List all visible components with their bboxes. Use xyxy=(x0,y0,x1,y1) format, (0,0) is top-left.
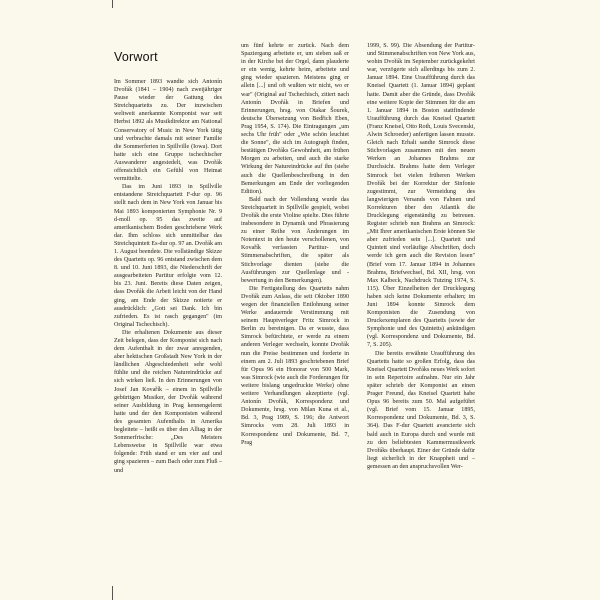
paragraph: um fünf kehrte er zurück. Nach dem Spaziergang arbeitete er, um sieben saß er in der Kirche bei der Orgel, dann plauderte er ein wenig, kehrte heim, arbeitete und ging wieder spazieren. Meistens ging er allein [...] und oft wußten wir nicht, wo er war" (Original auf Tschechisch, zitiert nach Antonín Dvořák in Briefen und Erinnerungen, hrsg. von Otakar Šourek, deutsche Übersetzung von Bedřich Eben, Prag 1954, S. 174). Die Eintragungen „um sechs Uhr früh" oder „Wie schön leuchtet die Sonne", die sich im Autograph finden, bestätigen Dvořáks Gewohnheit, am frühen Morgen zu arbeiten, und auch die starke Wirkung der Natureindrücke auf ihn (siehe auch die Quellenbeschreibung in den Bemerkungen am Ende der vorliegenden Edition). xyxy=(241,43,349,195)
paragraph: Die erhaltenen Dokumente aus dieser Zeit belegen, dass der Komponist sich nach dem Aufenthalt in der zwar anregenden, aber hektischen Großstadt New York in der ländlichen Abgeschiedenheit sehr wohl fühlte und die reichen Natureindrücke auf sich wirken ließ. In den Erinnerungen von Josef Jan Kovařík – einem in Spillville gebürtigen Musiker, der Dvořák während seiner Ausbildung in Prag kennengelernt hatte und der den Komponisten während des gesamten Aufenthalts in Amerika begleitete – heißt es über den Alltag in der Sommerfrische: „Des Meisters Lebensweise in Spillville war etwa folgende: Früh stand er um vier auf und ging spazieren – zum Bach oder zum Fluß – und xyxy=(114,329,222,474)
page-divider-top xyxy=(112,0,113,8)
paragraph: Bald nach der Vollendung wurde das Streichquartett in Spillville gespielt, wobei Dvořák die erste Violine spielte. Dies führte insbesondere in Dynamik und Phrasierung zu einer Reihe von Änderungen im Notentext in den heute verschollenen, von Kovařík verfassten Partitur- und Stimmenabschriften, die später als Stichvorlage dienten (siehe die Ausführungen zur Quellenlage und -bewertung in den Bemerkungen). xyxy=(241,196,349,284)
paragraph: Die Fertigstellung des Quartetts nahm Dvořák zum Anlass, die seit Oktober 1890 wegen der finanziellen Entlohnung seiner Werke andauernde Verstimmung mit seinem Hauptverleger Fritz Simrock in Berlin zu bereinigen. Da er wusste, dass Simrock befürchtete, er werde zu einem anderen Verleger wechseln, konnte Dvořák nun die Preise bestimmen und forderte in einem am 2. Juli 1893 geschriebenen Brief für Opus 96 ein Honorar von 500 Mark, was Simrock (wie auch die Forderungen für weitere bislang ungedruckte Werke) ohne weitere Verhandlungen akzeptierte (vgl. Antonín Dvořák, Korrespondenz und Dokumente, hrsg. von Milan Kuna et al., Bd. 3, Prag 1989, S. 196; die Antwort Simrocks vom 28. Juli 1893 in Korrespondenz und Dokumente, Bd. 7, Prag xyxy=(241,285,349,446)
text-column-1 xyxy=(114,78,222,475)
page-heading: Vorwort xyxy=(114,50,158,64)
text-column-3 xyxy=(367,42,475,471)
paragraph: Das im Juni 1893 in Spillville entstandene Streichquartett F-dur op. 96 stellt nach dem in New York von Januar bis Mai 1893 komponierten Symphonie Nr. 9 d-moll op. 95 das zweite auf amerikanischem Boden geschriebene Werk dar. Ihm schloss sich unmittelbar das Streichquintett Es-dur op. 97 an. Dvořák am 1. August beendete. Die vollständige Skizze des Quartetts op. 96 entstand zwischen dem 8. und 10. Juni 1893, die Niederschrift der ausgearbeiteten Partitur erfolgte vom 12. bis 23. Juni. Bereits diese Daten zeigen, dass Dvořák die Arbeit leicht von der Hand ging, am Ende der Skizze notierte er ausdrücklich: „Gott sei Dank. Ich bin zufrieden. Es ist rasch gegangen" (im Original Tschechisch). xyxy=(114,184,222,328)
page-divider-bottom xyxy=(112,586,113,600)
paragraph: Die bereits erwähnte Uraufführung des Quartetts hatte so großen Erfolg, dass das Kneisel Quartett Dvořáks neues Werk sofort in sein Repertoire aufnahm. Nur ein Jahr später schrieb der Komponist an einen Prager Freund, das Kneisel Quartett habe Opus 96 bereits zum 50. Mal aufgeführt (vgl. Brief vom 15. Januar 1895, Korrespondenz und Dokumente, Bd. 3, S. 364). Das F-dur Quartett avancierte sich bald auch in Europa durch und wurde mit zu den beliebtesten Kammermusikwerk Dvořáks überhaupt. Einer der Gründe dafür liegt sicherlich in der Knappheit und – gemessen an den anspruchsvollen Wer- xyxy=(367,350,475,470)
text-column-2 xyxy=(241,42,349,447)
paragraph: Im Sommer 1893 wandte sich Antonín Dvořák (1841 – 1904) nach zweijähriger Pause wieder der Gattung des Streichquartetts zu. Der inzwischen weltweit anerkannte Komponist war seit Herbst 1892 als Musikdirektor am National Conservatory of Music in New York tätig und verbrachte damals mit seiner Familie die Sommerferien in Spillville (Iowa). Dort hatte sich eine Gruppe tschechischer Auswanderer angesiedelt, was Dvořák offensichtlich ein Gefühl von Heimat vermittelte. xyxy=(114,79,222,183)
paragraph: 1999, S. 99). Die Absendung der Partitur- und Stimmenabschriften von New York aus, wohin Dvořák im September zurückgekehrt war, verzögerte sich allerdings bis zum 2. Januar 1894. Eine Uraufführung durch das Kneisel Quartett (1. Januar 1894) geplant hatte. Damit aber die Gründe, dass Dvořák eine weitere Kopie der Stimmen für die am 1. Januar 1894 in Boston stattfindende Uraufführung durch das Kneisel Quartett (Franz Kneisel, Otto Roth, Louis Svecenski, Alwin Schroeder) anfertigen lassen musste. Gleich nach Erhalt sandte Simrock diese Stichvorlagen zusammen mit den neuen Werken an Johannes Brahms zur Durchsicht. Brahms hatte dem Verleger Simrock bei vielen früheren Werken Dvořák bei der Korrektur der Sinfonie zugestimmt, zur Vermeidung des langwierigen Versands von Fahnen und Korrekturen über den Atlantik die Drucklegung eigenständig zu betreuen. Register schrieb nun Brahms an Simrock: „Mit Ihrer amerikanischen Erste können Sie aber zufrieden sein [...]. Quartett und Quintett sind vorläufige Abschriften, doch werde ich gern auch die Revision lesen" (Brief vom 17. Januar 1894 in Johannes Brahms, Briefwechsel, Bd. XII, hrsg. von Max Kalbeck, Nachdruck Tutzing 1974, S. 115). Über Einzelheiten der Drucklegung haben sich keine Dokumente erhalten; im Juni 1894 konnte Simrock dem Komponisten die Zusendung von Druckexemplaren des Quartetts (sowie der Symphonie und des Quintetts) ankündigen (vgl. Korrespondenz und Dokumente, Bd. 7, S. 205). xyxy=(367,43,475,349)
